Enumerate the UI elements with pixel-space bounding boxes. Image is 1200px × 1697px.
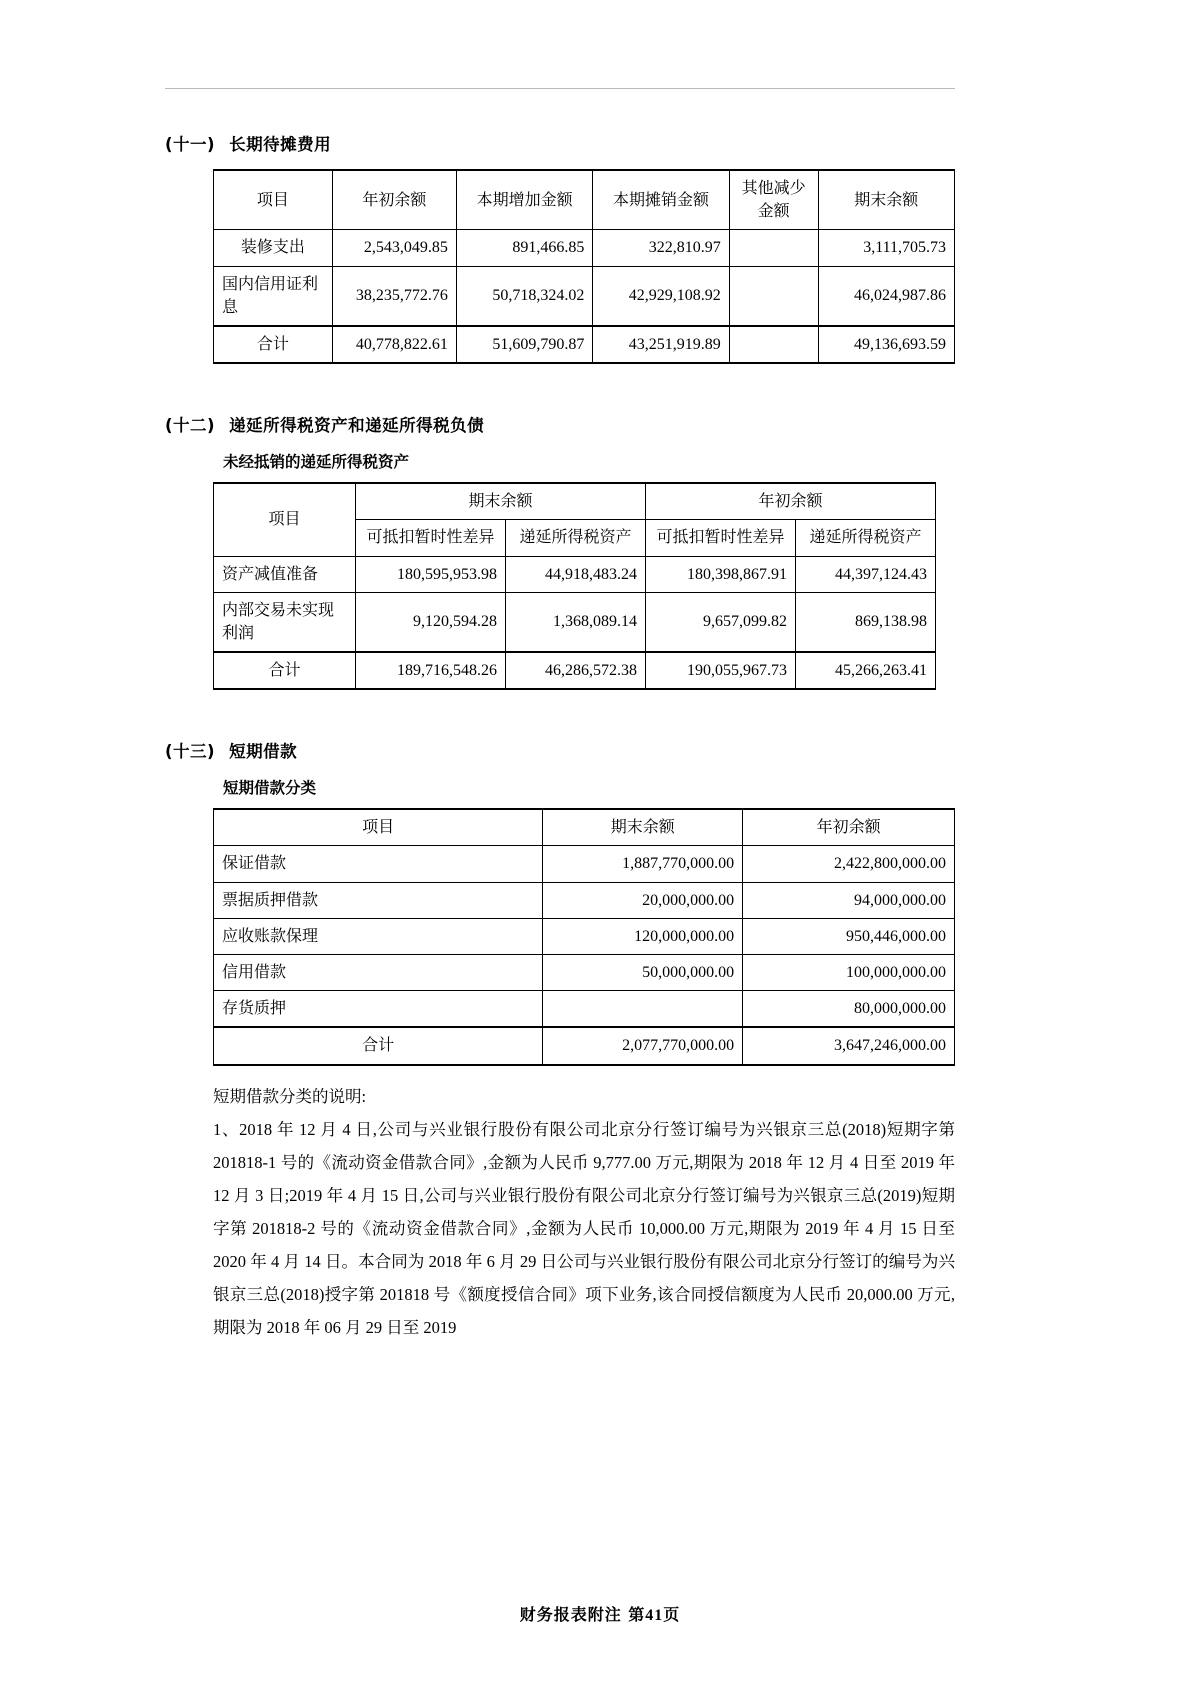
cell-value: 3,647,246,000.00 bbox=[743, 1027, 955, 1064]
table-row bbox=[214, 882, 955, 918]
cell-value: 20,000,000.00 bbox=[543, 882, 743, 918]
cell-value bbox=[543, 991, 743, 1028]
table-row bbox=[214, 230, 955, 266]
col-header-deductible-diff-opening: 可抵扣暂时性差异 bbox=[646, 520, 796, 556]
subsection-title-13: 短期借款分类 bbox=[223, 779, 317, 798]
table-total-row bbox=[214, 326, 955, 363]
col-header-deductible-diff-closing: 可抵扣暂时性差异 bbox=[356, 520, 506, 556]
section-title-11: 长期待摊费用 bbox=[229, 135, 332, 154]
row-label: 票据质押借款 bbox=[214, 882, 543, 918]
col-header-increase: 本期增加金额 bbox=[456, 170, 592, 230]
table-header-row bbox=[214, 170, 955, 230]
row-label: 国内信用证利息 bbox=[214, 266, 333, 326]
col-header-item: 项目 bbox=[214, 483, 356, 556]
row-label: 装修支出 bbox=[214, 230, 333, 266]
table-deferred-tax-assets bbox=[213, 482, 936, 690]
cell-value: 40,778,822.61 bbox=[332, 326, 456, 363]
cell-value: 869,138.98 bbox=[796, 592, 936, 652]
row-label: 信用借款 bbox=[214, 955, 543, 991]
cell-value: 100,000,000.00 bbox=[743, 955, 955, 991]
cell-value: 2,422,800,000.00 bbox=[743, 846, 955, 882]
table-row bbox=[214, 955, 955, 991]
cell-value: 322,810.97 bbox=[593, 230, 729, 266]
cell-value: 891,466.85 bbox=[456, 230, 592, 266]
col-header-opening: 年初余额 bbox=[743, 809, 955, 846]
cell-value: 45,266,263.41 bbox=[796, 652, 936, 689]
table-row bbox=[214, 991, 955, 1028]
header-rule bbox=[165, 88, 955, 89]
cell-value: 43,251,919.89 bbox=[593, 326, 729, 363]
section-number-13: (十三) bbox=[165, 742, 216, 762]
section-number-12: (十二) bbox=[165, 416, 216, 436]
section-number-11: (十一) bbox=[165, 135, 216, 154]
col-header-item: 项目 bbox=[214, 809, 543, 846]
cell-value bbox=[729, 326, 818, 363]
cell-value bbox=[729, 230, 818, 266]
col-header-opening: 年初余额 bbox=[332, 170, 456, 230]
cell-value: 50,000,000.00 bbox=[543, 955, 743, 991]
col-header-deferred-asset-opening: 递延所得税资产 bbox=[796, 520, 936, 556]
section-title-13: 短期借款 bbox=[229, 742, 298, 762]
row-label: 存货质押 bbox=[214, 991, 543, 1028]
col-header-item: 项目 bbox=[214, 170, 333, 230]
cell-value: 42,929,108.92 bbox=[593, 266, 729, 326]
table-row bbox=[214, 592, 936, 652]
cell-value: 1,887,770,000.00 bbox=[543, 846, 743, 882]
cell-value: 44,397,124.43 bbox=[796, 556, 936, 592]
cell-value: 9,120,594.28 bbox=[356, 592, 506, 652]
col-group-header-opening: 年初余额 bbox=[646, 483, 936, 520]
table-header-row bbox=[214, 809, 955, 846]
col-header-closing: 期末余额 bbox=[818, 170, 954, 230]
cell-value: 2,077,770,000.00 bbox=[543, 1027, 743, 1064]
col-header-other-decrease: 其他减少金额 bbox=[729, 170, 818, 230]
col-header-closing: 期末余额 bbox=[543, 809, 743, 846]
row-label: 合计 bbox=[214, 1027, 543, 1064]
table-short-term-borrowings bbox=[213, 808, 955, 1065]
cell-value: 9,657,099.82 bbox=[646, 592, 796, 652]
table-total-row bbox=[214, 652, 936, 689]
col-group-header-closing: 期末余额 bbox=[356, 483, 646, 520]
cell-value: 1,368,089.14 bbox=[506, 592, 646, 652]
table-total-row bbox=[214, 1027, 955, 1064]
row-label: 合计 bbox=[214, 652, 356, 689]
row-label: 保证借款 bbox=[214, 846, 543, 882]
notes-title: 短期借款分类的说明: bbox=[213, 1086, 367, 1106]
row-label: 合计 bbox=[214, 326, 333, 363]
row-label: 应收账款保理 bbox=[214, 918, 543, 954]
cell-value: 51,609,790.87 bbox=[456, 326, 592, 363]
section-title-12: 递延所得税资产和递延所得税负债 bbox=[229, 416, 485, 436]
cell-value: 46,286,572.38 bbox=[506, 652, 646, 689]
cell-value: 950,446,000.00 bbox=[743, 918, 955, 954]
spacer bbox=[165, 364, 955, 412]
table-long-term-prepaid-expenses bbox=[213, 169, 955, 364]
cell-value: 94,000,000.00 bbox=[743, 882, 955, 918]
cell-value: 190,055,967.73 bbox=[646, 652, 796, 689]
row-label: 资产减值准备 bbox=[214, 556, 356, 592]
section-heading-13 bbox=[165, 738, 955, 762]
cell-value: 49,136,693.59 bbox=[818, 326, 954, 363]
spacer bbox=[165, 690, 955, 738]
table-row bbox=[214, 556, 936, 592]
table-row bbox=[214, 266, 955, 326]
page-footer bbox=[0, 1602, 1200, 1625]
cell-value: 46,024,987.86 bbox=[818, 266, 954, 326]
cell-value: 80,000,000.00 bbox=[743, 991, 955, 1028]
section-heading-12 bbox=[165, 412, 955, 436]
row-label: 内部交易未实现利润 bbox=[214, 592, 356, 652]
footer-page-number: 第41页 bbox=[628, 1607, 681, 1624]
cell-value: 50,718,324.02 bbox=[456, 266, 592, 326]
col-header-amortization: 本期摊销金额 bbox=[593, 170, 729, 230]
footer-label: 财务报表附注 bbox=[519, 1605, 622, 1624]
cell-value: 180,595,953.98 bbox=[356, 556, 506, 592]
table-header-row-group bbox=[214, 483, 936, 520]
cell-value: 189,716,548.26 bbox=[356, 652, 506, 689]
cell-value bbox=[729, 266, 818, 326]
cell-value: 38,235,772.76 bbox=[332, 266, 456, 326]
cell-value: 44,918,483.24 bbox=[506, 556, 646, 592]
page-content bbox=[165, 88, 955, 1344]
cell-value: 180,398,867.91 bbox=[646, 556, 796, 592]
cell-value: 2,543,049.85 bbox=[332, 230, 456, 266]
note-paragraph-1: 1、2018 年 12 月 4 日,公司与兴业银行股份有限公司北京分行签订编号为兴银京三总(2018)短期字第 201818-1 号的《流动资金借款合同》,金额为人民币 9,777.00 万元,期限为 2018 年 12 月 4 日至 2019 年 12 月 3 日;2019 年 4 月 15 日,公司与兴业银行股份有限公司北京分行签订编号为兴银京三总(2019)短期字第 201818-2 号的《流动资金借款合同》,金额为人民币 10,000.00 万元,期限为 2019 年 4 月 15 日至 2020 年 4 月 14 日。本合同为 2018 年 6 月 29 日公司与兴业银行股份有限公司北京分行签订的编号为兴银京三总(2018)授字第 201818 号《额度授信合同》项下业务,该合同授信额度为人民币 20,000.00 万元,期限为 2018 年 06 月 29 日至 2019 bbox=[213, 1119, 955, 1337]
table-row bbox=[214, 918, 955, 954]
cell-value: 120,000,000.00 bbox=[543, 918, 743, 954]
cell-value: 3,111,705.73 bbox=[818, 230, 954, 266]
col-header-deferred-asset-closing: 递延所得税资产 bbox=[506, 520, 646, 556]
table-row bbox=[214, 846, 955, 882]
section-heading-11 bbox=[165, 131, 955, 155]
subsection-title-12: 未经抵销的递延所得税资产 bbox=[223, 453, 410, 472]
